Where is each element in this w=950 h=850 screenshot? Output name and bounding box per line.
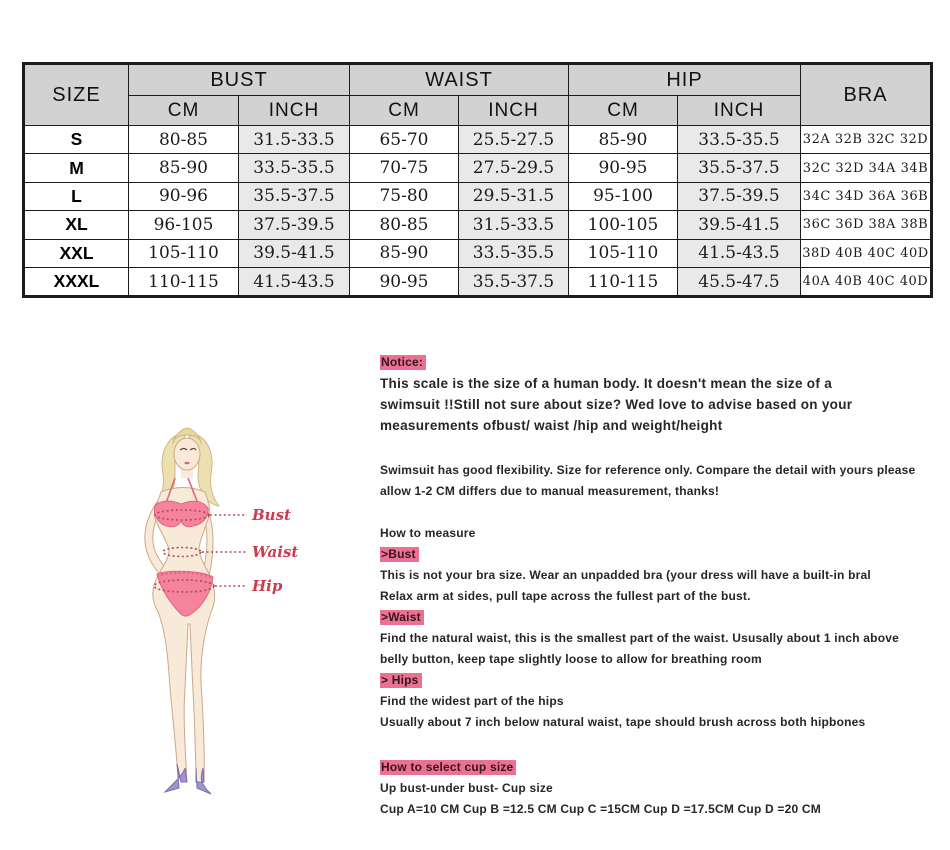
bust-cm-cell: 85-90 xyxy=(129,154,239,182)
note-line xyxy=(380,352,936,373)
col-header-bust: BUST xyxy=(129,64,350,96)
spacer xyxy=(380,502,936,523)
waist-inch-cell: 25.5-27.5 xyxy=(459,126,569,154)
note-line: measurements ofbust/ waist /hip and weight/height xyxy=(380,418,723,433)
hip-inch-cell: 45.5-47.5 xyxy=(678,267,801,296)
waist-inch-cell: 29.5-31.5 xyxy=(459,182,569,210)
hip-cm-cell: 110-115 xyxy=(569,267,678,296)
waist-label: Waist xyxy=(252,543,299,561)
table-row xyxy=(24,126,932,154)
bra-cell: 38D 40B 40C 40D xyxy=(801,239,932,267)
bra-cell: 36C 36D 38A 38B xyxy=(801,211,932,239)
subheader-hip-cm: CM xyxy=(569,96,678,126)
table-row xyxy=(24,211,932,239)
bra-cell: 32C 32D 34A 34B xyxy=(801,154,932,182)
bra-cell: 34C 34D 36A 36B xyxy=(801,182,932,210)
measurement-notes xyxy=(380,352,936,820)
highlighted-heading: > Hips xyxy=(380,673,422,688)
size-cell: XL xyxy=(24,211,129,239)
table-row xyxy=(24,239,932,267)
bust-inch-cell: 41.5-43.5 xyxy=(239,267,350,296)
table-row xyxy=(24,182,932,210)
note-line: How to measure xyxy=(380,526,476,540)
bust-cm-cell: 105-110 xyxy=(129,239,239,267)
size-cell: XXXL xyxy=(24,267,129,296)
note-line: belly button, keep tape slightly loose to allow for breathing room xyxy=(380,652,762,666)
note-line xyxy=(380,544,936,565)
hip-inch-cell: 41.5-43.5 xyxy=(678,239,801,267)
hip-label: Hip xyxy=(252,577,283,595)
waist-cm-cell: 75-80 xyxy=(350,182,459,210)
hip-inch-cell: 35.5-37.5 xyxy=(678,154,801,182)
bust-inch-cell: 35.5-37.5 xyxy=(239,182,350,210)
waist-cm-cell: 70-75 xyxy=(350,154,459,182)
size-cell: L xyxy=(24,182,129,210)
hip-inch-cell: 33.5-35.5 xyxy=(678,126,801,154)
note-line: Swimsuit has good flexibility. Size for reference only. Compare the detail with yours please xyxy=(380,463,916,477)
bust-cm-cell: 96-105 xyxy=(129,211,239,239)
highlighted-heading: Notice: xyxy=(380,355,426,370)
subheader-waist-cm: CM xyxy=(350,96,459,126)
bra-cell: 32A 32B 32C 32D xyxy=(801,126,932,154)
waist-cm-cell: 85-90 xyxy=(350,239,459,267)
table-header-group-row xyxy=(24,64,932,96)
size-chart-table xyxy=(22,62,933,298)
waist-inch-cell: 33.5-35.5 xyxy=(459,239,569,267)
bust-label: Bust xyxy=(252,506,291,524)
hip-inch-cell: 37.5-39.5 xyxy=(678,182,801,210)
waist-inch-cell: 27.5-29.5 xyxy=(459,154,569,182)
subheader-waist-inch: INCH xyxy=(459,96,569,126)
waist-inch-cell: 35.5-37.5 xyxy=(459,267,569,296)
note-line: Up bust-under bust- Cup size xyxy=(380,781,553,795)
bust-cm-cell: 110-115 xyxy=(129,267,239,296)
bust-inch-cell: 31.5-33.5 xyxy=(239,126,350,154)
highlighted-heading: How to select cup size xyxy=(380,760,516,775)
subheader-bust-cm: CM xyxy=(129,96,239,126)
bust-inch-cell: 37.5-39.5 xyxy=(239,211,350,239)
col-header-hip: HIP xyxy=(569,64,801,96)
hip-cm-cell: 100-105 xyxy=(569,211,678,239)
col-header-bra: BRA xyxy=(801,64,932,126)
table-row xyxy=(24,267,932,296)
hip-cm-cell: 90-95 xyxy=(569,154,678,182)
bust-cm-cell: 90-96 xyxy=(129,182,239,210)
note-line: Relax arm at sides, pull tape across the fullest part of the bust. xyxy=(380,589,751,603)
waist-cm-cell: 65-70 xyxy=(350,126,459,154)
subheader-hip-inch: INCH xyxy=(678,96,801,126)
figure-illustration xyxy=(95,416,365,816)
table-header-sub-row xyxy=(24,96,932,126)
note-line: This scale is the size of a human body. It doesn't mean the size of a xyxy=(380,376,833,391)
bust-cm-cell: 80-85 xyxy=(129,126,239,154)
bust-inch-cell: 33.5-35.5 xyxy=(239,154,350,182)
size-cell: M xyxy=(24,154,129,182)
hip-cm-cell: 95-100 xyxy=(569,182,678,210)
size-cell: XXL xyxy=(24,239,129,267)
col-header-waist: WAIST xyxy=(350,64,569,96)
note-line: Cup A=10 CM Cup B =12.5 CM Cup C =15CM Cup D =17.5CM Cup D =20 CM xyxy=(380,802,821,816)
note-line: swimsuit !!Still not sure about size? Wed love to advise based on your xyxy=(380,397,853,412)
hip-cm-cell: 105-110 xyxy=(569,239,678,267)
spacer xyxy=(380,436,936,460)
col-header-size: SIZE xyxy=(24,64,129,126)
note-line: Usually about 7 inch below natural waist, tape should brush across both hipbones xyxy=(380,715,866,729)
table-row xyxy=(24,154,932,182)
note-line xyxy=(380,757,936,778)
waist-cm-cell: 80-85 xyxy=(350,211,459,239)
waist-cm-cell: 90-95 xyxy=(350,267,459,296)
highlighted-heading: >Bust xyxy=(380,547,419,562)
highlighted-heading: >Waist xyxy=(380,610,424,625)
size-cell: S xyxy=(24,126,129,154)
hip-inch-cell: 39.5-41.5 xyxy=(678,211,801,239)
bra-cell: 40A 40B 40C 40D xyxy=(801,267,932,296)
waist-inch-cell: 31.5-33.5 xyxy=(459,211,569,239)
subheader-bust-inch: INCH xyxy=(239,96,350,126)
note-line: allow 1-2 CM differs due to manual measurement, thanks! xyxy=(380,484,720,498)
note-line: Find the natural waist, this is the smallest part of the waist. Ususally about 1 inch above xyxy=(380,631,899,645)
note-line xyxy=(380,670,936,691)
note-line xyxy=(380,607,936,628)
hip-cm-cell: 85-90 xyxy=(569,126,678,154)
bust-inch-cell: 39.5-41.5 xyxy=(239,239,350,267)
spacer xyxy=(380,733,936,757)
note-line: This is not your bra size. Wear an unpadded bra (your dress will have a built-in bral xyxy=(380,568,871,582)
note-line: Find the widest part of the hips xyxy=(380,694,564,708)
